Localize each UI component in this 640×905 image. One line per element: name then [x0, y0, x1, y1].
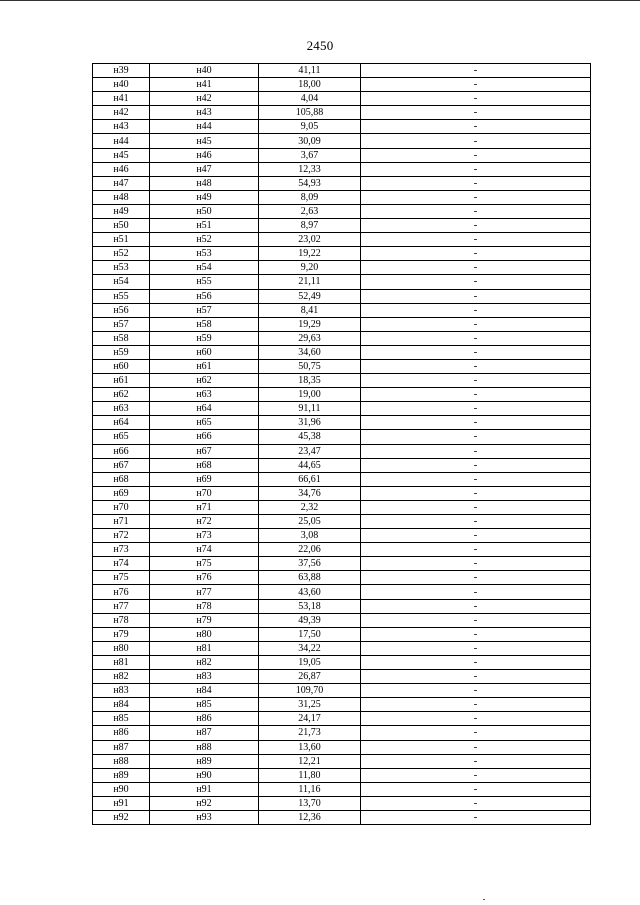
note-cell: - [361, 92, 591, 106]
table-row [93, 430, 591, 444]
note-cell: - [361, 359, 591, 373]
point-to-cell: н40 [150, 64, 259, 78]
length-cell: 4,04 [259, 92, 361, 106]
table-row [93, 289, 591, 303]
point-to-cell: н52 [150, 233, 259, 247]
note-cell: - [361, 599, 591, 613]
point-from-cell: н88 [93, 754, 150, 768]
table-row [93, 374, 591, 388]
table-row [93, 684, 591, 698]
note-cell: - [361, 782, 591, 796]
point-from-cell: н87 [93, 740, 150, 754]
length-cell: 45,38 [259, 430, 361, 444]
point-to-cell: н77 [150, 585, 259, 599]
length-cell: 12,33 [259, 162, 361, 176]
length-cell: 9,05 [259, 120, 361, 134]
table-row [93, 247, 591, 261]
table-row [93, 712, 591, 726]
table-row [93, 585, 591, 599]
table-row [93, 402, 591, 416]
table-row [93, 529, 591, 543]
point-to-cell: н89 [150, 754, 259, 768]
point-from-cell: н90 [93, 782, 150, 796]
point-from-cell: н61 [93, 374, 150, 388]
table-row [93, 543, 591, 557]
point-from-cell: н82 [93, 670, 150, 684]
point-from-cell: н68 [93, 472, 150, 486]
note-cell: - [361, 275, 591, 289]
note-cell: - [361, 430, 591, 444]
note-cell: - [361, 416, 591, 430]
point-from-cell: н69 [93, 486, 150, 500]
note-cell: - [361, 162, 591, 176]
point-from-cell: н49 [93, 204, 150, 218]
length-cell: 23,47 [259, 444, 361, 458]
point-to-cell: н71 [150, 500, 259, 514]
note-cell: - [361, 655, 591, 669]
point-from-cell: н52 [93, 247, 150, 261]
length-cell: 24,17 [259, 712, 361, 726]
note-cell: - [361, 740, 591, 754]
length-cell: 43,60 [259, 585, 361, 599]
point-to-cell: н81 [150, 641, 259, 655]
point-to-cell: н69 [150, 472, 259, 486]
point-to-cell: н53 [150, 247, 259, 261]
length-cell: 21,11 [259, 275, 361, 289]
point-to-cell: н90 [150, 768, 259, 782]
table-row [93, 641, 591, 655]
point-from-cell: н65 [93, 430, 150, 444]
length-cell: 29,63 [259, 331, 361, 345]
point-to-cell: н56 [150, 289, 259, 303]
note-cell: - [361, 726, 591, 740]
point-from-cell: н59 [93, 345, 150, 359]
point-to-cell: н85 [150, 698, 259, 712]
length-cell: 50,75 [259, 359, 361, 373]
table-row [93, 317, 591, 331]
table-row [93, 331, 591, 345]
length-cell: 31,25 [259, 698, 361, 712]
point-to-cell: н67 [150, 444, 259, 458]
note-cell: - [361, 204, 591, 218]
table-row [93, 796, 591, 810]
note-cell: - [361, 78, 591, 92]
note-cell: - [361, 768, 591, 782]
boundary-segments-table [92, 63, 591, 825]
note-cell: - [361, 810, 591, 824]
note-cell: - [361, 543, 591, 557]
length-cell: 22,06 [259, 543, 361, 557]
point-from-cell: н54 [93, 275, 150, 289]
length-cell: 91,11 [259, 402, 361, 416]
table-row [93, 416, 591, 430]
point-from-cell: н76 [93, 585, 150, 599]
point-to-cell: н60 [150, 345, 259, 359]
point-to-cell: н72 [150, 515, 259, 529]
point-to-cell: н83 [150, 670, 259, 684]
table-row [93, 261, 591, 275]
table-row [93, 120, 591, 134]
scan-speck [483, 899, 485, 900]
length-cell: 49,39 [259, 613, 361, 627]
length-cell: 3,67 [259, 148, 361, 162]
point-to-cell: н88 [150, 740, 259, 754]
point-from-cell: н60 [93, 359, 150, 373]
point-from-cell: н57 [93, 317, 150, 331]
note-cell: - [361, 571, 591, 585]
note-cell: - [361, 641, 591, 655]
table-row [93, 613, 591, 627]
point-to-cell: н93 [150, 810, 259, 824]
length-cell: 11,80 [259, 768, 361, 782]
table-row [93, 233, 591, 247]
point-to-cell: н66 [150, 430, 259, 444]
length-cell: 66,61 [259, 472, 361, 486]
point-from-cell: н47 [93, 176, 150, 190]
note-cell: - [361, 712, 591, 726]
table-row [93, 303, 591, 317]
length-cell: 13,70 [259, 796, 361, 810]
table-row [93, 486, 591, 500]
note-cell: - [361, 486, 591, 500]
point-from-cell: н71 [93, 515, 150, 529]
point-from-cell: н45 [93, 148, 150, 162]
point-to-cell: н76 [150, 571, 259, 585]
note-cell: - [361, 317, 591, 331]
point-from-cell: н80 [93, 641, 150, 655]
point-to-cell: н79 [150, 613, 259, 627]
point-from-cell: н75 [93, 571, 150, 585]
table-row [93, 219, 591, 233]
point-to-cell: н43 [150, 106, 259, 120]
note-cell: - [361, 289, 591, 303]
note-cell: - [361, 613, 591, 627]
table-row [93, 388, 591, 402]
point-from-cell: н77 [93, 599, 150, 613]
point-from-cell: н41 [93, 92, 150, 106]
point-from-cell: н55 [93, 289, 150, 303]
point-from-cell: н81 [93, 655, 150, 669]
point-to-cell: н51 [150, 219, 259, 233]
point-to-cell: н49 [150, 190, 259, 204]
point-to-cell: н78 [150, 599, 259, 613]
table-row [93, 500, 591, 514]
point-from-cell: н91 [93, 796, 150, 810]
point-from-cell: н83 [93, 684, 150, 698]
table-row [93, 571, 591, 585]
note-cell: - [361, 345, 591, 359]
note-cell: - [361, 148, 591, 162]
table-row [93, 78, 591, 92]
point-to-cell: н59 [150, 331, 259, 345]
length-cell: 12,36 [259, 810, 361, 824]
length-cell: 30,09 [259, 134, 361, 148]
note-cell: - [361, 261, 591, 275]
point-from-cell: н74 [93, 557, 150, 571]
point-from-cell: н78 [93, 613, 150, 627]
point-to-cell: н87 [150, 726, 259, 740]
length-cell: 18,35 [259, 374, 361, 388]
point-from-cell: н72 [93, 529, 150, 543]
note-cell: - [361, 303, 591, 317]
length-cell: 3,08 [259, 529, 361, 543]
point-to-cell: н46 [150, 148, 259, 162]
point-to-cell: н45 [150, 134, 259, 148]
note-cell: - [361, 134, 591, 148]
note-cell: - [361, 120, 591, 134]
length-cell: 63,88 [259, 571, 361, 585]
note-cell: - [361, 627, 591, 641]
length-cell: 41,11 [259, 64, 361, 78]
note-cell: - [361, 106, 591, 120]
point-to-cell: н82 [150, 655, 259, 669]
table-row [93, 458, 591, 472]
length-cell: 34,22 [259, 641, 361, 655]
point-to-cell: н64 [150, 402, 259, 416]
point-from-cell: н44 [93, 134, 150, 148]
table-row [93, 444, 591, 458]
point-from-cell: н58 [93, 331, 150, 345]
note-cell: - [361, 190, 591, 204]
note-cell: - [361, 402, 591, 416]
point-to-cell: н91 [150, 782, 259, 796]
length-cell: 23,02 [259, 233, 361, 247]
table-row [93, 190, 591, 204]
point-to-cell: н62 [150, 374, 259, 388]
note-cell: - [361, 529, 591, 543]
note-cell: - [361, 247, 591, 261]
point-from-cell: н40 [93, 78, 150, 92]
point-to-cell: н68 [150, 458, 259, 472]
length-cell: 52,49 [259, 289, 361, 303]
table-row [93, 472, 591, 486]
table-row [93, 670, 591, 684]
point-from-cell: н62 [93, 388, 150, 402]
length-cell: 8,09 [259, 190, 361, 204]
point-to-cell: н61 [150, 359, 259, 373]
point-from-cell: н56 [93, 303, 150, 317]
point-to-cell: н57 [150, 303, 259, 317]
point-from-cell: н66 [93, 444, 150, 458]
table-row [93, 204, 591, 218]
table-row [93, 726, 591, 740]
length-cell: 18,00 [259, 78, 361, 92]
point-from-cell: н64 [93, 416, 150, 430]
note-cell: - [361, 374, 591, 388]
note-cell: - [361, 515, 591, 529]
table-row [93, 106, 591, 120]
point-from-cell: н43 [93, 120, 150, 134]
note-cell: - [361, 233, 591, 247]
length-cell: 13,60 [259, 740, 361, 754]
point-to-cell: н55 [150, 275, 259, 289]
table-row [93, 782, 591, 796]
point-to-cell: н86 [150, 712, 259, 726]
length-cell: 19,05 [259, 655, 361, 669]
note-cell: - [361, 585, 591, 599]
point-to-cell: н75 [150, 557, 259, 571]
point-to-cell: н70 [150, 486, 259, 500]
point-from-cell: н79 [93, 627, 150, 641]
table-row [93, 754, 591, 768]
point-to-cell: н42 [150, 92, 259, 106]
table-row [93, 810, 591, 824]
length-cell: 25,05 [259, 515, 361, 529]
length-cell: 8,97 [259, 219, 361, 233]
point-from-cell: н63 [93, 402, 150, 416]
point-to-cell: н47 [150, 162, 259, 176]
point-to-cell: н92 [150, 796, 259, 810]
note-cell: - [361, 444, 591, 458]
page-number: 2450 [306, 38, 334, 53]
point-from-cell: н84 [93, 698, 150, 712]
length-cell: 2,32 [259, 500, 361, 514]
table-body [93, 64, 591, 825]
point-from-cell: н73 [93, 543, 150, 557]
length-cell: 26,87 [259, 670, 361, 684]
point-from-cell: н86 [93, 726, 150, 740]
table-row [93, 557, 591, 571]
length-cell: 12,21 [259, 754, 361, 768]
length-cell: 9,20 [259, 261, 361, 275]
point-from-cell: н92 [93, 810, 150, 824]
note-cell: - [361, 796, 591, 810]
point-to-cell: н44 [150, 120, 259, 134]
point-to-cell: н84 [150, 684, 259, 698]
length-cell: 19,29 [259, 317, 361, 331]
point-from-cell: н42 [93, 106, 150, 120]
note-cell: - [361, 458, 591, 472]
note-cell: - [361, 472, 591, 486]
length-cell: 2,63 [259, 204, 361, 218]
scan-edge-line [0, 0, 640, 1]
table-row [93, 599, 591, 613]
point-to-cell: н80 [150, 627, 259, 641]
point-from-cell: н85 [93, 712, 150, 726]
length-cell: 11,16 [259, 782, 361, 796]
point-to-cell: н63 [150, 388, 259, 402]
table-row [93, 655, 591, 669]
length-cell: 21,73 [259, 726, 361, 740]
note-cell: - [361, 331, 591, 345]
length-cell: 34,60 [259, 345, 361, 359]
point-to-cell: н54 [150, 261, 259, 275]
table-row [93, 134, 591, 148]
note-cell: - [361, 698, 591, 712]
note-cell: - [361, 64, 591, 78]
point-from-cell: н39 [93, 64, 150, 78]
point-to-cell: н65 [150, 416, 259, 430]
point-from-cell: н89 [93, 768, 150, 782]
table-row [93, 92, 591, 106]
length-cell: 19,00 [259, 388, 361, 402]
point-to-cell: н41 [150, 78, 259, 92]
point-to-cell: н74 [150, 543, 259, 557]
length-cell: 37,56 [259, 557, 361, 571]
note-cell: - [361, 670, 591, 684]
table-row [93, 345, 591, 359]
table-row [93, 740, 591, 754]
point-from-cell: н70 [93, 500, 150, 514]
point-from-cell: н48 [93, 190, 150, 204]
table-row [93, 275, 591, 289]
table-row [93, 64, 591, 78]
length-cell: 105,88 [259, 106, 361, 120]
point-to-cell: н50 [150, 204, 259, 218]
note-cell: - [361, 557, 591, 571]
table-row [93, 176, 591, 190]
table-row [93, 768, 591, 782]
length-cell: 8,41 [259, 303, 361, 317]
length-cell: 109,70 [259, 684, 361, 698]
note-cell: - [361, 754, 591, 768]
length-cell: 54,93 [259, 176, 361, 190]
point-from-cell: н51 [93, 233, 150, 247]
point-from-cell: н67 [93, 458, 150, 472]
length-cell: 34,76 [259, 486, 361, 500]
length-cell: 53,18 [259, 599, 361, 613]
table-row [93, 359, 591, 373]
note-cell: - [361, 500, 591, 514]
table-row [93, 515, 591, 529]
point-to-cell: н73 [150, 529, 259, 543]
table-row [93, 162, 591, 176]
length-cell: 44,65 [259, 458, 361, 472]
point-to-cell: н48 [150, 176, 259, 190]
length-cell: 31,96 [259, 416, 361, 430]
table-row [93, 698, 591, 712]
table-row [93, 148, 591, 162]
note-cell: - [361, 219, 591, 233]
length-cell: 19,22 [259, 247, 361, 261]
point-from-cell: н46 [93, 162, 150, 176]
table-row [93, 627, 591, 641]
point-to-cell: н58 [150, 317, 259, 331]
note-cell: - [361, 388, 591, 402]
length-cell: 17,50 [259, 627, 361, 641]
point-from-cell: н50 [93, 219, 150, 233]
note-cell: - [361, 176, 591, 190]
point-from-cell: н53 [93, 261, 150, 275]
note-cell: - [361, 684, 591, 698]
